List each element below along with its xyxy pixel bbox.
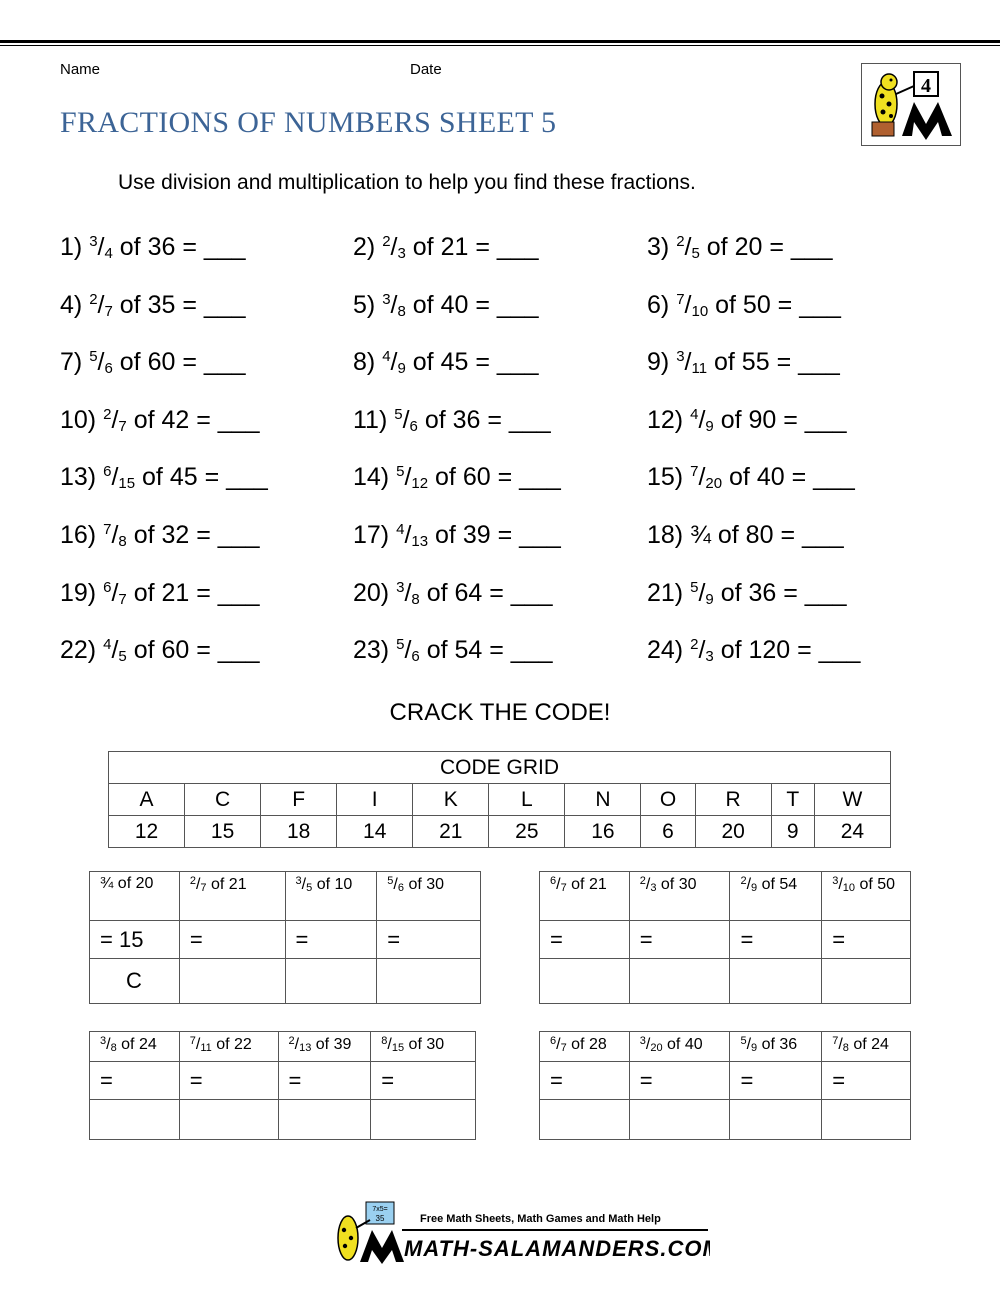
code-table-answer-field[interactable]: =: [179, 921, 285, 959]
code-grid: [108, 751, 891, 848]
code-number: 14: [337, 816, 413, 848]
code-table-answer-field[interactable]: =: [371, 1062, 476, 1100]
code-table-answer-field[interactable]: =: [285, 921, 377, 959]
code-table-question: $^3/_{10}$ of 50: [822, 872, 911, 921]
code-table-answer-field[interactable]: =: [730, 921, 822, 959]
instructions: Use division and multiplication to help you find these fractions.: [118, 171, 696, 194]
footer-logo: [326, 1200, 710, 1270]
code-table-question: $^3/_8$ of 24: [90, 1032, 180, 1062]
code-table-answer-field[interactable]: =: [540, 921, 630, 959]
question-20: 20) $^3/_8$ of 64 = ___: [353, 579, 553, 608]
code-table-letter-field[interactable]: [540, 1100, 630, 1140]
question-2: 2) $^2/_3$ of 21 = ___: [353, 233, 539, 262]
logo-grade-text: 4: [921, 75, 931, 97]
svg-text:35: 35: [375, 1214, 385, 1223]
code-table-letter-field[interactable]: [90, 1100, 180, 1140]
code-letter: R: [695, 784, 771, 816]
page-title: FRACTIONS OF NUMBERS SHEET 5: [60, 106, 557, 139]
code-table-answer-field[interactable]: =: [629, 1062, 730, 1100]
code-number: 12: [109, 816, 185, 848]
code-table-question: $^2/_3$ of 30: [629, 872, 730, 921]
code-letter: K: [413, 784, 489, 816]
question-13: 13) $^6/_{15}$ of 45 = ___: [60, 463, 268, 492]
code-table-question: $^7/_8$ of 24: [822, 1032, 911, 1062]
code-table-answer-field[interactable]: =: [90, 1062, 180, 1100]
question-24: 24) $^2/_3$ of 120 = ___: [647, 636, 861, 665]
code-table-letter-field[interactable]: [629, 959, 730, 1004]
question-11: 11) $^5/_6$ of 36 = ___: [353, 406, 551, 435]
crack-the-code-heading: CRACK THE CODE!: [389, 699, 611, 726]
code-table-letter-field[interactable]: [285, 959, 377, 1004]
code-letter: W: [814, 784, 890, 816]
code-table-question: $^6/_7$ of 21: [540, 872, 630, 921]
code-table-question: $^5/_6$ of 30: [377, 872, 481, 921]
code-letter: I: [337, 784, 413, 816]
code-grid-title: CODE GRID: [109, 752, 891, 784]
code-table-letter-field[interactable]: C: [90, 959, 180, 1004]
code-table-letter-field[interactable]: [540, 959, 630, 1004]
code-table-question: $^2/_{13}$ of 39: [278, 1032, 371, 1062]
code-letter: C: [185, 784, 261, 816]
code-table-answer-field[interactable]: =: [822, 1062, 911, 1100]
code-number: 25: [489, 816, 565, 848]
question-6: 6) $^7/_{10}$ of 50 = ___: [647, 291, 841, 320]
code-table-question: ¾ of 20: [90, 872, 180, 921]
svg-text:7x5=: 7x5=: [372, 1206, 388, 1213]
code-letter: F: [261, 784, 337, 816]
code-table-letter-field[interactable]: [730, 959, 822, 1004]
question-17: 17) $^4/_{13}$ of 39 = ___: [353, 521, 561, 550]
code-table-1: [89, 871, 481, 1004]
code-number: 9: [771, 816, 814, 848]
question-5: 5) $^3/_8$ of 40 = ___: [353, 291, 539, 320]
code-number: 18: [261, 816, 337, 848]
question-12: 12) $^4/_9$ of 90 = ___: [647, 406, 847, 435]
footer-salamander-icon: [338, 1216, 358, 1260]
question-14: 14) $^5/_{12}$ of 60 = ___: [353, 463, 561, 492]
code-number: 24: [814, 816, 890, 848]
question-7: 7) $^5/_6$ of 60 = ___: [60, 348, 246, 377]
code-table-answer-field[interactable]: =: [278, 1062, 371, 1100]
question-10: 10) $^2/_7$ of 42 = ___: [60, 406, 260, 435]
grade-logo: [861, 63, 961, 146]
code-table-answer-field[interactable]: =: [540, 1062, 630, 1100]
code-table-question: $^3/_5$ of 10: [285, 872, 377, 921]
code-table-letter-field[interactable]: [371, 1100, 476, 1140]
code-table-question: $^8/_{15}$ of 30: [371, 1032, 476, 1062]
footer-site: MATH-SALAMANDERS.COM: [404, 1236, 710, 1261]
question-15: 15) $^7/_{20}$ of 40 = ___: [647, 463, 855, 492]
footer-tagline: Free Math Sheets, Math Games and Math Help: [420, 1213, 661, 1225]
code-table-letter-field[interactable]: [377, 959, 481, 1004]
question-9: 9) $^3/_{11}$ of 55 = ___: [647, 348, 840, 377]
code-table-question: $^6/_7$ of 28: [540, 1032, 630, 1062]
code-table-answer-field[interactable]: =: [822, 921, 911, 959]
code-table-letter-field[interactable]: [278, 1100, 371, 1140]
code-table-answer-field[interactable]: =: [179, 1062, 278, 1100]
question-19: 19) $^6/_7$ of 21 = ___: [60, 579, 260, 608]
question-23: 23) $^5/_6$ of 54 = ___: [353, 636, 553, 665]
code-table-letter-field[interactable]: [822, 959, 911, 1004]
code-table-question: $^7/_{11}$ of 22: [179, 1032, 278, 1062]
code-table-letter-field[interactable]: [822, 1100, 911, 1140]
date-label: Date: [410, 61, 442, 78]
code-number: 15: [185, 816, 261, 848]
code-letter: N: [565, 784, 641, 816]
code-table-question: $^2/_7$ of 21: [179, 872, 285, 921]
code-table-answer-field[interactable]: =: [629, 921, 730, 959]
code-table-answer-field[interactable]: = 15: [90, 921, 180, 959]
code-table-letter-field[interactable]: [730, 1100, 822, 1140]
code-letter: T: [771, 784, 814, 816]
top-rule: [0, 40, 1000, 43]
code-table-letter-field[interactable]: [179, 959, 285, 1004]
code-number: 20: [695, 816, 771, 848]
question-16: 16) $^7/_8$ of 32 = ___: [60, 521, 260, 550]
code-letter: O: [641, 784, 695, 816]
code-table-letter-field[interactable]: [179, 1100, 278, 1140]
code-number: 21: [413, 816, 489, 848]
code-table-4: [539, 1031, 911, 1140]
question-22: 22) $^4/_5$ of 60 = ___: [60, 636, 260, 665]
code-number: 16: [565, 816, 641, 848]
question-3: 3) $^2/_5$ of 20 = ___: [647, 233, 833, 262]
name-label: Name: [60, 61, 101, 78]
code-table-2: [539, 871, 911, 1004]
salamander-logo-icon: [862, 64, 960, 145]
code-table-answer-field[interactable]: =: [377, 921, 481, 959]
code-table-3: [89, 1031, 476, 1140]
question-21: 21) $^5/_9$ of 36 = ___: [647, 579, 847, 608]
question-1: 1) $^3/_4$ of 36 = ___: [60, 233, 246, 262]
top-rule-thin: [0, 45, 1000, 46]
code-letters-row: [109, 784, 891, 816]
code-table-question: $^5/_9$ of 36: [730, 1032, 822, 1062]
code-number: 6: [641, 816, 695, 848]
code-table-question: $^3/_{20}$ of 40: [629, 1032, 730, 1062]
question-4: 4) $^2/_7$ of 35 = ___: [60, 291, 246, 320]
code-letter: L: [489, 784, 565, 816]
code-letter: A: [109, 784, 185, 816]
code-table-answer-field[interactable]: =: [730, 1062, 822, 1100]
question-18: 18) ¾ of 80 = ___: [647, 521, 844, 549]
code-table-letter-field[interactable]: [629, 1100, 730, 1140]
code-table-question: $^2/_9$ of 54: [730, 872, 822, 921]
question-8: 8) $^4/_9$ of 45 = ___: [353, 348, 539, 377]
code-numbers-row: [109, 816, 891, 848]
